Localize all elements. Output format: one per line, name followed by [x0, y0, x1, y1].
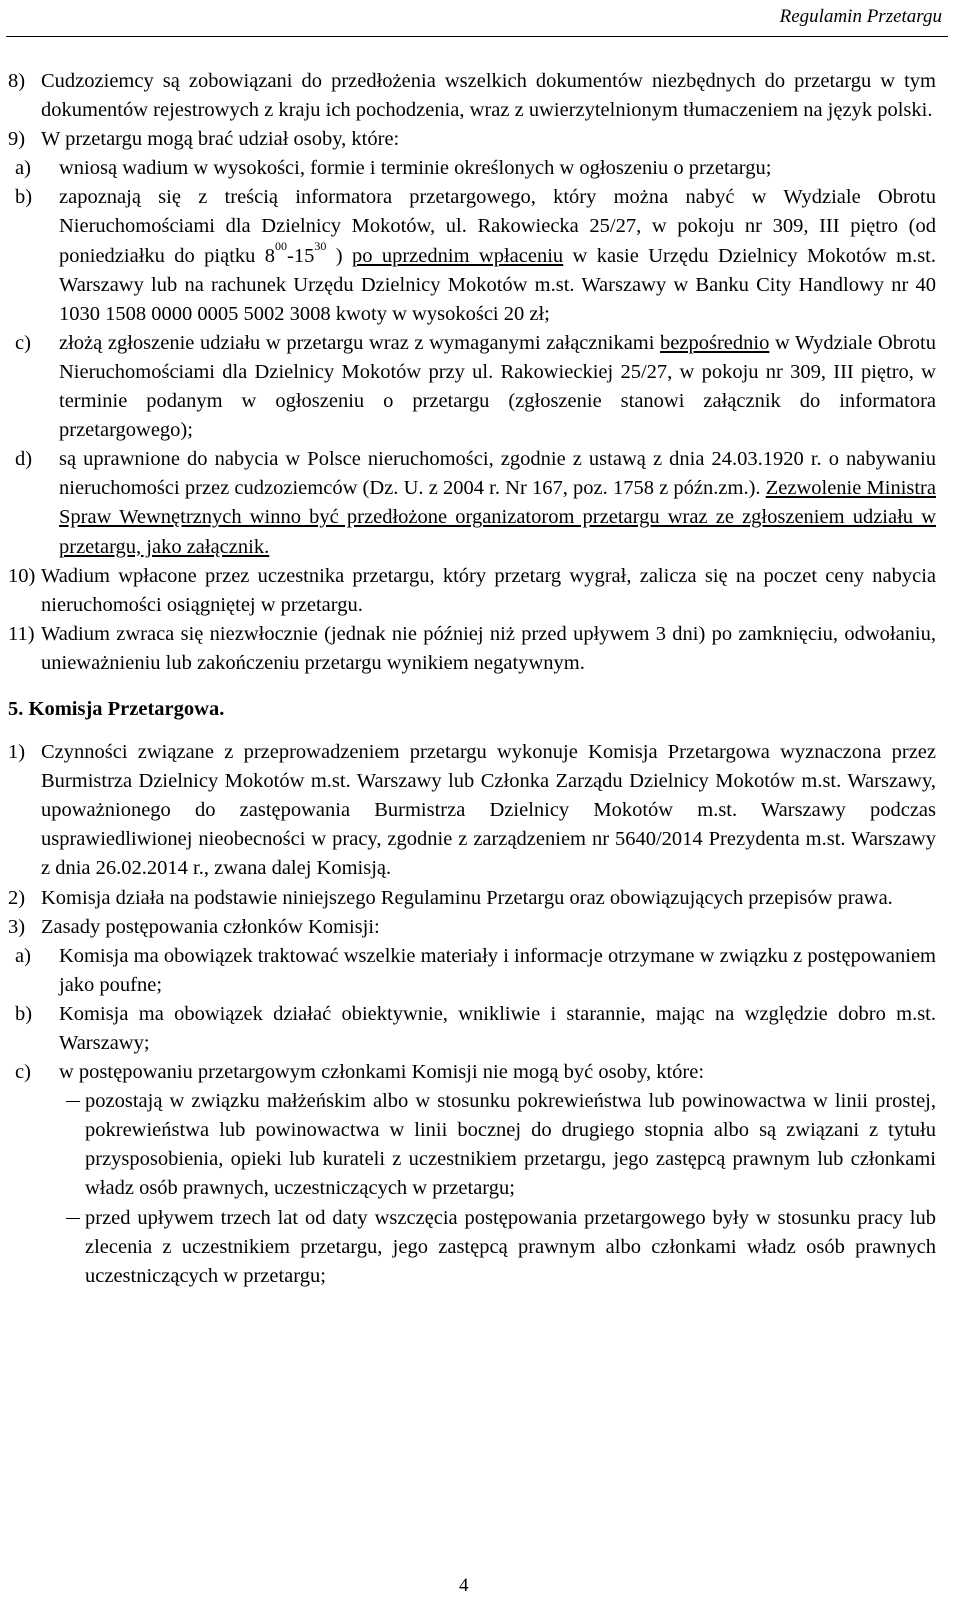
dash-text: przed upływem trzech lat od daty wszczęcia postępowania przetargowego były w stosunku pracy lub zlecenia z uczestnikiem przetargu, jego zastępcą prawnym albo członkami władz osób prawnych uczestniczących w przetargu; — [85, 1206, 936, 1287]
section5-point-2 — [8, 884, 936, 913]
section5-point-3-a — [8, 942, 936, 1000]
clause-text: Komisja działa na podstawie niniejszego Regulaminu Przetargu oraz obowiązujących przepisów prawa. — [41, 886, 893, 909]
clause-number: 1) — [8, 741, 26, 764]
dash-bullet — [8, 1087, 85, 1203]
clause-text: Czynności związane z przeprowadzeniem przetargu wykonuje Komisja Przetargowa wyznaczona przez Burmistrza Dzielnicy Mokotów m.st. Warszawy lub Członka Zarządu Dzielnicy Mokotów m.st. Warszawy, upoważnionego do zastępowania Burmistrza Dzielnicy Mokotów m.st. Warszawy podczas usprawiedliwionej nieobecności w pracy, zgodnie z zarządzeniem nr 5640/2014 Prezydenta m.st. Warszawy z dnia 26.02.2014 r., zwana dalej Komisją. — [41, 741, 936, 880]
sub-text — [59, 445, 936, 561]
page-header — [0, 0, 948, 40]
clause-9-b — [8, 183, 936, 328]
dash-bullet — [8, 1204, 85, 1291]
section5-point-3-b — [8, 1000, 936, 1058]
underlined-text: bezpośrednio — [660, 331, 770, 354]
clause-9-d — [8, 445, 936, 561]
clause-9-c — [8, 329, 936, 445]
clause-11 — [8, 620, 936, 678]
section5-point-1 — [8, 738, 936, 883]
clause-text: Wadium wpłacone przez uczestnika przetargu, który przetarg wygrał, zalicza się na poczet ceny nabycia nieruchomości osiągniętej w przetargu. — [41, 564, 936, 616]
section-heading: 5. Komisja Przetargowa. — [8, 697, 225, 720]
text-part: w kasie Urzędu Dzielnicy Mokotów m.st. Warszawy lub na rachunek Urzędu Dzielnicy Mokotów m.st. Warszawy w Banku City Handlowy nr 40 1030 1508 0000 0005 5002 3008 kwoty w wysokości 20 zł; — [59, 244, 937, 325]
sub-text: Komisja ma obowiązek działać obiektywnie, wnikliwie i starannie, mając na względzie dobro m.st. Warszawy; — [59, 1002, 936, 1054]
dash-item — [8, 1204, 936, 1291]
clause-text: Cudzoziemcy są zobowiązani do przedłożenia wszelkich dokumentów niezbędnych do przetargu w tym dokumentów rejestrowych z kraju ich pochodzenia, wraz z uwierzytelnionym tłumaczeniem na język polski. — [41, 70, 936, 122]
clause-text: W przetargu mogą brać udział osoby, które: — [41, 128, 400, 151]
clause-number: 8) — [8, 70, 26, 92]
sub-label: a) — [15, 157, 31, 180]
text-part: ) — [326, 244, 352, 267]
clause-number: 9) — [8, 128, 26, 151]
sub-label: d) — [15, 448, 33, 471]
clause-number: 3) — [8, 915, 26, 938]
text-part: złożą zgłoszenie udziału w przetargu wraz z wymaganymi załącznikami — [59, 331, 661, 354]
sub-label: a) — [15, 944, 31, 967]
sub-label: b) — [15, 186, 33, 209]
dash-item — [8, 1087, 936, 1203]
text-part: zapoznają się z treścią informatora przetargowego, który można nabyć w Wydziale Obrotu Nieruchomościami dla Dzielnicy Mokotów, ul. Rakowiecka 25/27, w pokoju nr 309, III piętro (od poniedziałku do piątku 8 — [59, 186, 936, 267]
underlined-text: Zezwolenie Ministra Spraw Wewnętrznych winno być przedłożone organizatorom przetargu wraz ze zgłoszeniem udziału w przetargu, jako załącznik. — [59, 477, 936, 558]
sub-label: b) — [15, 1002, 33, 1025]
page-number: 4 — [459, 1575, 469, 1596]
sub-text: wniosą wadium w wysokości, formie i terminie określonych w ogłoszeniu o przetargu; — [59, 157, 772, 180]
text-part: w Wydziale Obrotu Nieruchomościami dla Dzielnicy Mokotów przy ul. Rakowieckiej 25/27, w pokoju nr 309, III piętro, w terminie podanym w ogłoszeniu o przetargu (zgłoszenie stanowi załącznik do informatora przetargowego); — [59, 331, 936, 442]
text-part: są uprawnione do nabycia w Polsce nieruchomości, zgodnie z ustawą z dnia 24.03.1920 r. o nabywaniu nieruchomości przez cudzoziemców (Dz. U. z 2004 r. Nr 167, poz. 1758 z późn.zm.). — [59, 448, 936, 500]
text-part: -15 — [287, 244, 315, 267]
clause-9-a — [8, 154, 936, 183]
sub-text — [59, 183, 936, 328]
underlined-text: po uprzednim wpłaceniu — [351, 244, 564, 267]
clause-number: 11) — [8, 622, 35, 645]
clause-number: 2) — [8, 886, 26, 909]
sub-label: c) — [15, 1061, 31, 1084]
section5-point-3 — [8, 913, 936, 942]
sub-text: Komisja ma obowiązek traktować wszelkie materiały i informacje otrzymane w związku z postępowaniem jako poufne; — [59, 944, 936, 996]
clause-10 — [8, 562, 936, 620]
document-title: Regulamin Przetargu — [779, 6, 942, 27]
clause-number: 10) — [8, 564, 36, 587]
clause-8 — [8, 67, 936, 125]
superscript: 00 — [275, 238, 288, 253]
superscript: 30 — [314, 238, 327, 253]
clause-text: Wadium zwraca się niezwłocznie (jednak nie później niż przed upływem 3 dni) po zamknięciu, odwołaniu, unieważnieniu lub zakończeniu przetargu wynikiem negatywnym. — [41, 622, 936, 674]
sub-text: w postępowaniu przetargowym członkami Komisji nie mogą być osoby, które: — [59, 1061, 705, 1084]
section5-point-3-c — [8, 1058, 936, 1087]
dash-text: pozostają w związku małżeńskim albo w stosunku pokrewieństwa lub powinowactwa w linii prostej, pokrewieństwa lub powinowactwa w linii bocznej do drugiego stopnia albo są związani z tytułu przysposobienia, opieki lub kurateli z uczestnikiem przetargu, jego zastępcą prawnym lub członkami władz osób prawnych, uczestniczących w przetargu; — [85, 1090, 936, 1200]
sub-label: c) — [15, 331, 31, 354]
document-body — [8, 67, 936, 1291]
sub-text — [59, 329, 936, 445]
clause-text: Zasady postępowania członków Komisji: — [41, 915, 380, 938]
header-divider — [6, 36, 948, 37]
clause-9 — [8, 125, 936, 154]
